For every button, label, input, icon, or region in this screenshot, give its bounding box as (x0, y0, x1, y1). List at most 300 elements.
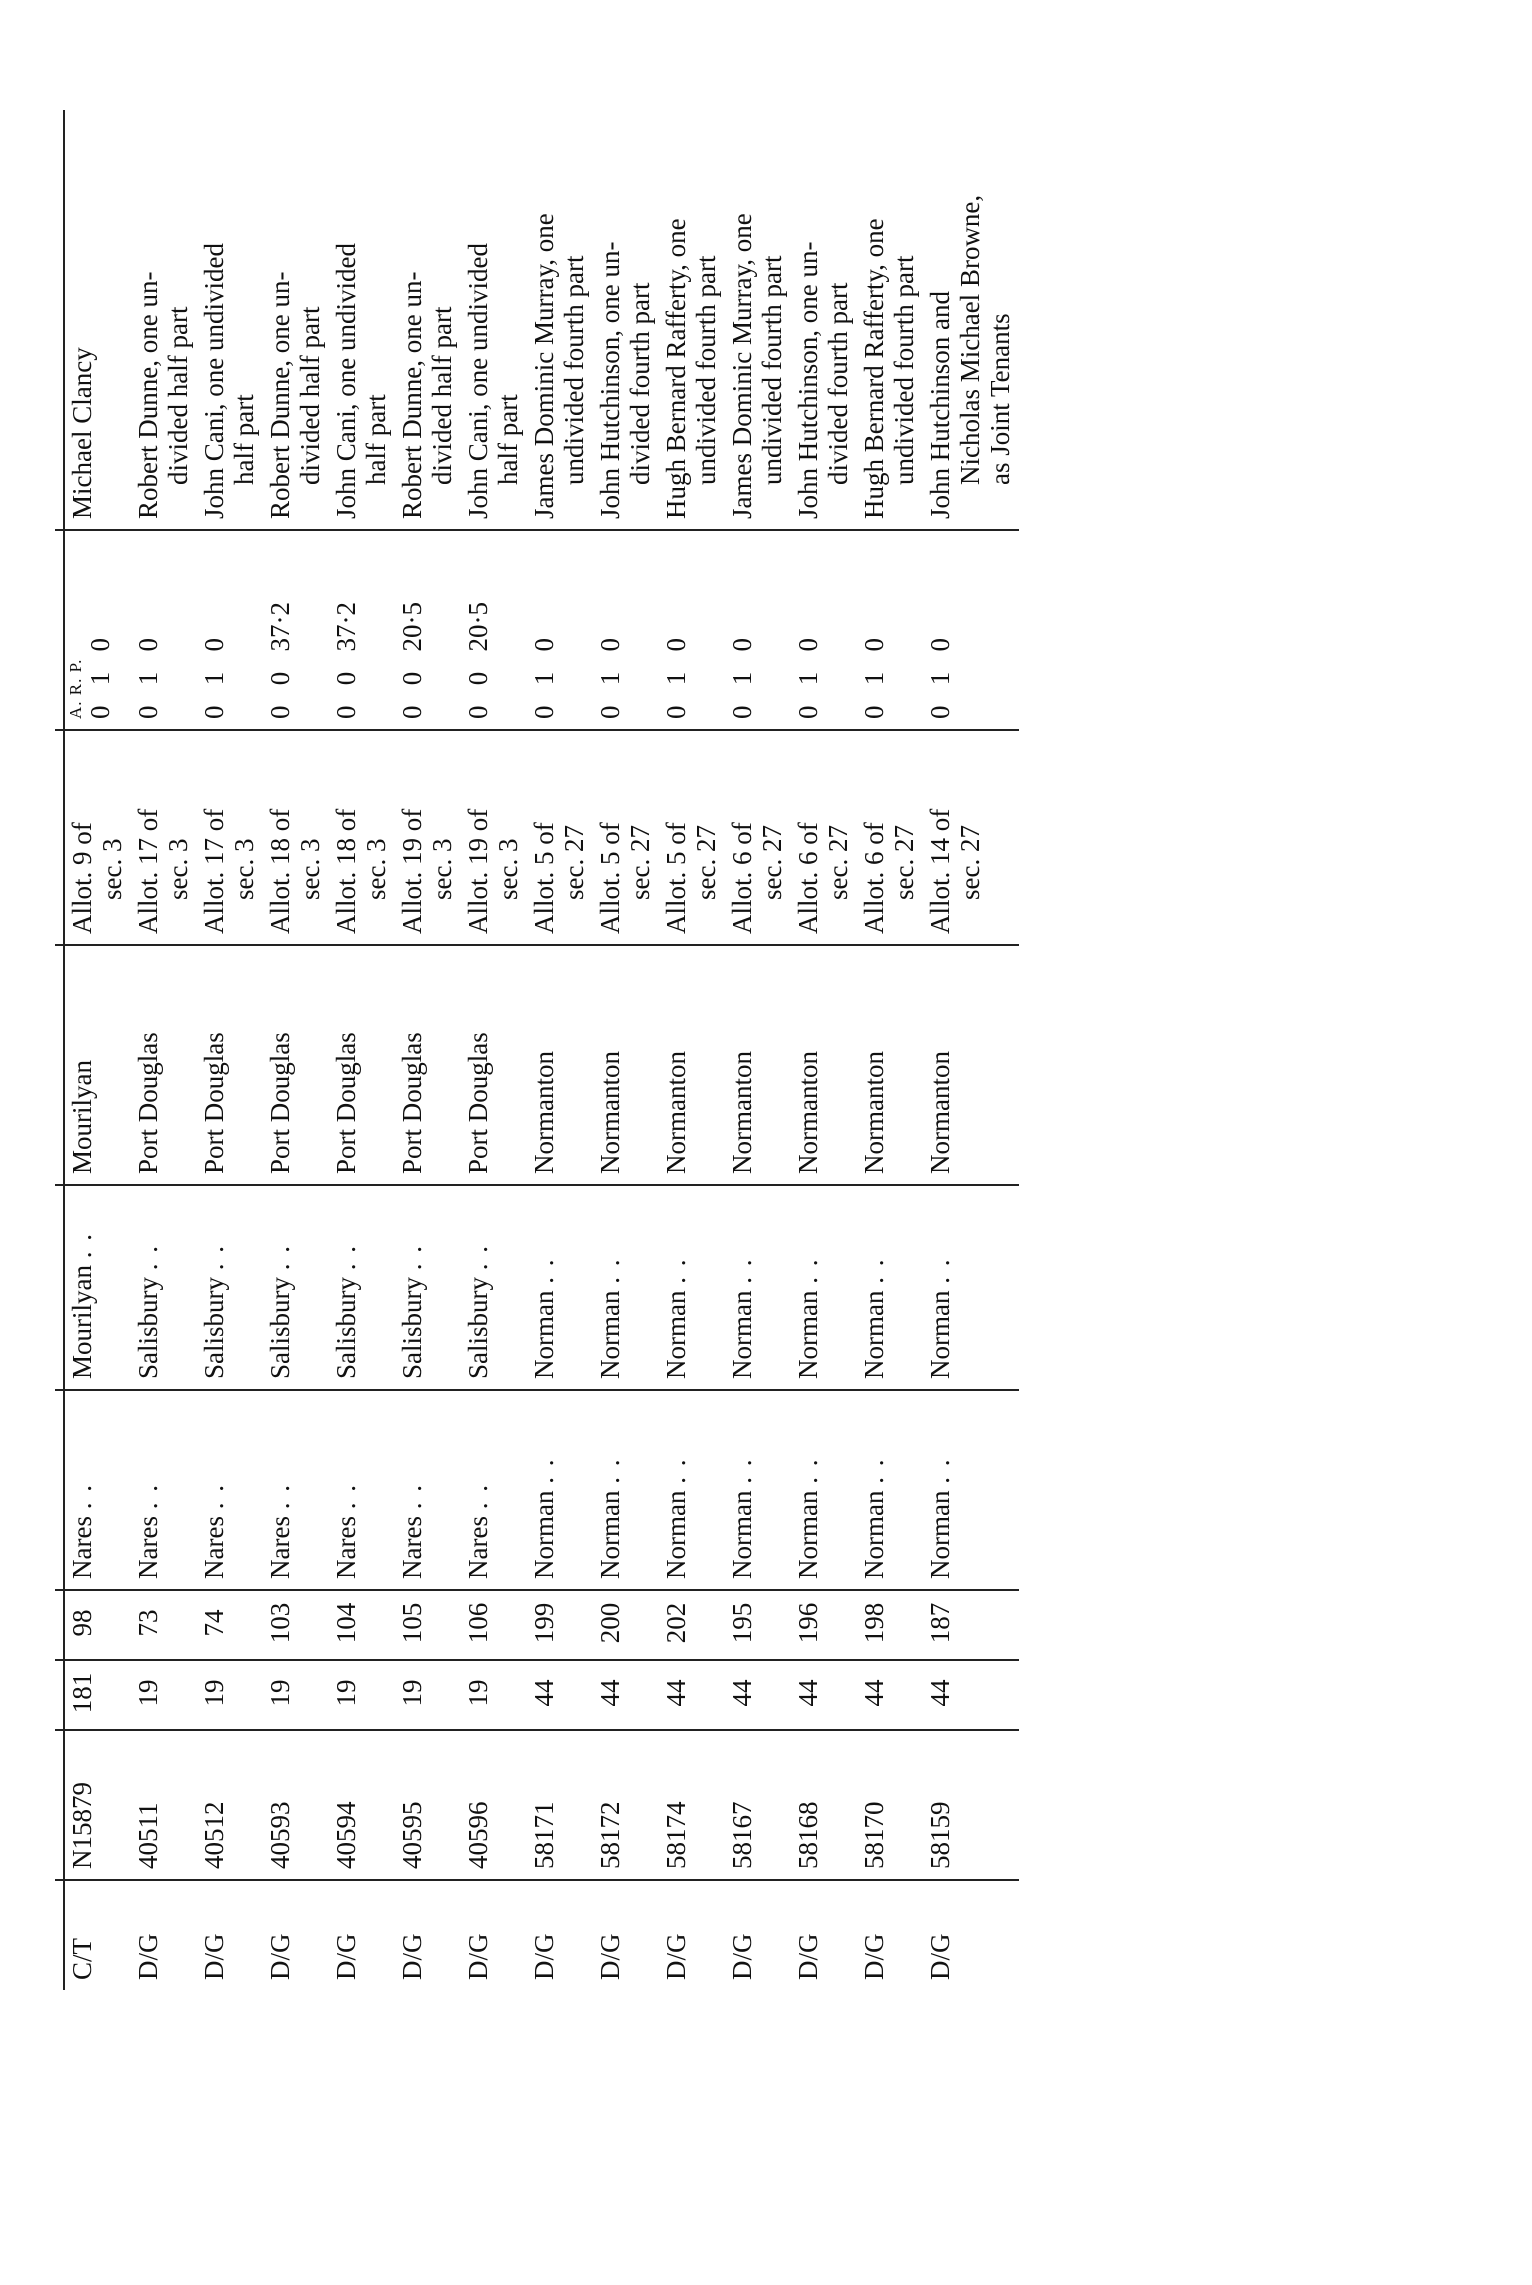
allotment (131, 730, 197, 945)
county: Nares . . (197, 1390, 263, 1590)
parish: Norman (727, 1290, 757, 1379)
vol: 44 (925, 1679, 955, 1707)
instrument-type (131, 1880, 197, 1990)
county: Norman . . (527, 1390, 593, 1590)
owner-line2: half part (361, 394, 391, 485)
land-register-table (55, 110, 1019, 1990)
county: Nares (397, 1516, 427, 1579)
folio (263, 1590, 329, 1660)
instrument-number (857, 1730, 923, 1880)
rotated-table-container (55, 110, 1150, 1990)
county: Norman (529, 1490, 559, 1579)
area-value: 0 0 37·2 (331, 602, 361, 719)
folio (593, 1590, 659, 1660)
instrument-type (527, 1880, 593, 1990)
owner-line2: half part (493, 394, 523, 485)
number: 58171 (529, 1801, 559, 1869)
owner-line1: Robert Dunne, one un- (397, 271, 427, 519)
owner-line1: Robert Dunne, one un- (265, 271, 295, 519)
allotment (527, 730, 593, 945)
vol: 19 (463, 1679, 493, 1707)
folio (64, 1590, 131, 1660)
owner (131, 110, 197, 530)
type: D/G (463, 1933, 493, 1980)
parish: Norman (529, 1290, 559, 1379)
owner-line1: James Dominic Murray, one (529, 213, 559, 519)
town: Normanton (925, 1051, 955, 1174)
town (64, 945, 131, 1185)
instrument-number (131, 1730, 197, 1880)
type: D/G (925, 1933, 955, 1980)
volume (857, 1660, 923, 1730)
table-row (923, 110, 1019, 1990)
allot-line1: Allot. 18 of (331, 808, 361, 934)
owner (527, 110, 593, 530)
vol: 44 (595, 1679, 625, 1707)
owner-line2: divided half part (163, 306, 193, 485)
type: D/G (595, 1933, 625, 1980)
allot-line1: Allot. 17 of (199, 808, 229, 934)
county: Nares (463, 1516, 493, 1579)
allot-line1: Allot. 17 of (133, 808, 163, 934)
folio: 200 (595, 1602, 625, 1644)
town (659, 945, 725, 1185)
table-row (395, 110, 461, 1990)
owner-line1: Robert Dunne, one un- (133, 271, 163, 519)
area (659, 530, 725, 730)
owner-line2: divided half part (427, 306, 457, 485)
allot-line1: Allot. 6 of (793, 822, 823, 934)
town (527, 945, 593, 1185)
town (593, 945, 659, 1185)
folio (857, 1590, 923, 1660)
folio: 98 (67, 1609, 97, 1637)
county: Norman . . (791, 1390, 857, 1590)
town: Normanton (859, 1051, 889, 1174)
instrument-number (263, 1730, 329, 1880)
county: Nares . . (329, 1390, 395, 1590)
parish: Salisbury . . (329, 1185, 395, 1390)
county: Norman . . (593, 1390, 659, 1590)
table-row (659, 110, 725, 1990)
parish: Mourilyan (67, 1265, 97, 1379)
area-value: 0 1 0 (859, 638, 889, 719)
parish: Salisbury (397, 1276, 427, 1379)
owner-line2: undivided fourth part (691, 255, 721, 485)
town (857, 945, 923, 1185)
type: D/G (727, 1933, 757, 1980)
county: Norman . . (659, 1390, 725, 1590)
type: D/G (859, 1933, 889, 1980)
county: Nares . . (395, 1390, 461, 1590)
town (395, 945, 461, 1185)
type: D/G (331, 1933, 361, 1980)
parish: Norman (793, 1290, 823, 1379)
area-value: 0 1 0 (661, 638, 691, 719)
folio: 202 (661, 1602, 691, 1644)
allot-line2: sec. 27 (625, 825, 655, 900)
county: Nares (133, 1516, 163, 1579)
instrument-number (923, 1730, 1019, 1880)
vol: 181 (67, 1672, 97, 1714)
allot-line2: sec. 27 (889, 825, 919, 900)
instrument-type (197, 1880, 263, 1990)
number: 58168 (793, 1801, 823, 1869)
county: Norman . . (857, 1390, 923, 1590)
allot-line2: sec. 27 (757, 825, 787, 900)
parish: Salisbury (331, 1276, 361, 1379)
type: C/T (67, 1937, 97, 1980)
area-value: 0 0 20·5 (397, 602, 427, 719)
type: D/G (199, 1933, 229, 1980)
vol: 44 (727, 1679, 757, 1707)
instrument-type (791, 1880, 857, 1990)
owner-line1: John Cani, one undivided (199, 243, 229, 519)
instrument-number (659, 1730, 725, 1880)
owner-line2: half part (229, 394, 259, 485)
parish: Norman . . (593, 1185, 659, 1390)
number: 40511 (133, 1802, 163, 1869)
instrument-type (395, 1880, 461, 1990)
instrument-number (329, 1730, 395, 1880)
instrument-type (725, 1880, 791, 1990)
instrument-type (329, 1880, 395, 1990)
county: Nares . . (263, 1390, 329, 1590)
parish: Salisbury . . (263, 1185, 329, 1390)
allot-line2: sec. 3 (295, 838, 325, 900)
allot-line2: sec. 3 (97, 838, 127, 900)
instrument-number (461, 1730, 527, 1880)
vol: 44 (859, 1679, 889, 1707)
owner (263, 110, 329, 530)
owner (461, 110, 527, 530)
volume (791, 1660, 857, 1730)
instrument-type (263, 1880, 329, 1990)
area (725, 530, 791, 730)
instrument-type (64, 1880, 131, 1990)
owner-line1: John Hutchinson, one un- (793, 241, 823, 519)
volume (725, 1660, 791, 1730)
area (791, 530, 857, 730)
owner-line1: Hugh Bernard Rafferty, one (661, 218, 691, 519)
allotment (659, 730, 725, 945)
table-row (197, 110, 263, 1990)
town: Port Douglas (133, 1032, 163, 1174)
allotment (64, 730, 131, 945)
area-value: 0 1 0 (199, 638, 229, 719)
volume (197, 1660, 263, 1730)
town (329, 945, 395, 1185)
owner-line1: John Hutchinson and (925, 291, 955, 519)
instrument-number (593, 1730, 659, 1880)
vol: 44 (661, 1679, 691, 1707)
parish: Norman . . (923, 1185, 1019, 1390)
owner (64, 110, 131, 530)
area-value: 0 1 0 (85, 638, 115, 719)
town: Port Douglas (331, 1032, 361, 1174)
town: Normanton (661, 1051, 691, 1174)
county: Norman (793, 1490, 823, 1579)
table-row (461, 110, 527, 1990)
vol: 19 (331, 1679, 361, 1707)
volume (131, 1660, 197, 1730)
folio (461, 1590, 527, 1660)
area-value: 0 0 37·2 (265, 602, 295, 719)
allot-line2: sec. 3 (427, 838, 457, 900)
owner (395, 110, 461, 530)
town: Port Douglas (463, 1032, 493, 1174)
allot-line1: Allot. 5 of (595, 822, 625, 934)
allotment (593, 730, 659, 945)
parish: Norman (595, 1290, 625, 1379)
allotment (395, 730, 461, 945)
instrument-number (725, 1730, 791, 1880)
folio: 74 (199, 1609, 229, 1637)
allot-line2: sec. 3 (361, 838, 391, 900)
volume (923, 1660, 1019, 1730)
number: 58170 (859, 1801, 889, 1869)
instrument-number (395, 1730, 461, 1880)
county: Norman (925, 1490, 955, 1579)
instrument-type (593, 1880, 659, 1990)
area (197, 530, 263, 730)
table-row (329, 110, 395, 1990)
owner (923, 110, 1019, 530)
table-row (527, 110, 593, 1990)
folio (725, 1590, 791, 1660)
instrument-number (64, 1730, 131, 1880)
vol: 19 (397, 1679, 427, 1707)
parish: Norman (661, 1290, 691, 1379)
folio (659, 1590, 725, 1660)
volume (395, 1660, 461, 1730)
owner (329, 110, 395, 530)
table-row (791, 110, 857, 1990)
number: 40593 (265, 1801, 295, 1869)
volume (64, 1660, 131, 1730)
allotment (791, 730, 857, 945)
allot-line1: Allot. 19 of (397, 808, 427, 934)
county: Nares (265, 1516, 295, 1579)
county: Nares . . (64, 1390, 131, 1590)
county: Norman . . (923, 1390, 1019, 1590)
table-top-rule (55, 110, 64, 1990)
county: Norman . . (725, 1390, 791, 1590)
vol: 44 (793, 1679, 823, 1707)
volume (659, 1660, 725, 1730)
owner-line2: undivided fourth part (757, 255, 787, 485)
number: N15879 (67, 1782, 97, 1869)
parish: Salisbury . . (461, 1185, 527, 1390)
parish: Norman (859, 1290, 889, 1379)
town (461, 945, 527, 1185)
allotment (857, 730, 923, 945)
number: 58174 (661, 1801, 691, 1869)
area-value: 0 1 0 (529, 638, 559, 719)
parish: Salisbury (265, 1276, 295, 1379)
owner-line1: Hugh Bernard Rafferty, one (859, 218, 889, 519)
instrument-type (923, 1880, 1019, 1990)
allot-line1: Allot. 14 of (925, 808, 955, 934)
vol: 19 (265, 1679, 295, 1707)
folio: 198 (859, 1602, 889, 1644)
folio (791, 1590, 857, 1660)
town (263, 945, 329, 1185)
number: 40594 (331, 1801, 361, 1869)
area-value: 0 1 0 (793, 638, 823, 719)
allotment (725, 730, 791, 945)
parish: Salisbury (133, 1276, 163, 1379)
town: Port Douglas (397, 1032, 427, 1174)
parish: Mourilyan . . (64, 1185, 131, 1390)
table-row (593, 110, 659, 1990)
instrument-number (791, 1730, 857, 1880)
area (131, 530, 197, 730)
table-body (64, 110, 1019, 1990)
allot-line2: sec. 3 (229, 838, 259, 900)
type: D/G (793, 1933, 823, 1980)
town (131, 945, 197, 1185)
town (923, 945, 1019, 1185)
allot-line1: Allot. 6 of (727, 822, 757, 934)
area (64, 530, 131, 730)
instrument-type (857, 1880, 923, 1990)
town (725, 945, 791, 1185)
area (395, 530, 461, 730)
allotment (923, 730, 1019, 945)
instrument-type (659, 1880, 725, 1990)
allotment (197, 730, 263, 945)
allot-line2: sec. 27 (823, 825, 853, 900)
owner-line1: John Cani, one undivided (463, 243, 493, 519)
allot-line1: Allot. 6 of (859, 822, 889, 934)
owner-line3: as Joint Tenants (985, 313, 1015, 485)
parish: Norman . . (659, 1185, 725, 1390)
town: Normanton (793, 1051, 823, 1174)
owner (659, 110, 725, 530)
area-value: 0 0 20·5 (463, 602, 493, 719)
vol: 44 (529, 1679, 559, 1707)
folio (197, 1590, 263, 1660)
type: D/G (265, 1933, 295, 1980)
area (923, 530, 1019, 730)
allot-line2: sec. 3 (163, 838, 193, 900)
volume (329, 1660, 395, 1730)
allot-line2: sec. 27 (955, 825, 985, 900)
area (857, 530, 923, 730)
folio: 187 (925, 1602, 955, 1644)
town (791, 945, 857, 1185)
owner-line2: divided fourth part (823, 282, 853, 485)
table-row (857, 110, 923, 1990)
county: Nares (67, 1516, 97, 1579)
area-value: 0 1 0 (595, 638, 625, 719)
area (263, 530, 329, 730)
parish: Salisbury (199, 1276, 229, 1379)
instrument-number (527, 1730, 593, 1880)
folio: 103 (265, 1602, 295, 1644)
volume (263, 1660, 329, 1730)
owner-line2: Nicholas Michael Browne, (955, 194, 985, 485)
allotment (461, 730, 527, 945)
folio (131, 1590, 197, 1660)
town: Port Douglas (199, 1032, 229, 1174)
parish: Norman . . (857, 1185, 923, 1390)
owner (725, 110, 791, 530)
parish: Norman . . (725, 1185, 791, 1390)
folio: 104 (331, 1602, 361, 1644)
type: D/G (133, 1933, 163, 1980)
town: Port Douglas (265, 1032, 295, 1174)
type: D/G (661, 1933, 691, 1980)
folio (923, 1590, 1019, 1660)
number: 40596 (463, 1801, 493, 1869)
allot-line2: sec. 3 (493, 838, 523, 900)
owner (857, 110, 923, 530)
owner-line1: John Hutchinson, one un- (595, 241, 625, 519)
county: Nares . . (131, 1390, 197, 1590)
folio: 199 (529, 1602, 559, 1644)
parish: Norman . . (527, 1185, 593, 1390)
folio: 73 (133, 1609, 163, 1637)
number: 58159 (925, 1801, 955, 1869)
parish: Norman (925, 1290, 955, 1379)
county: Norman (661, 1490, 691, 1579)
town: Mourilyan (67, 1060, 97, 1174)
folio: 105 (397, 1602, 427, 1644)
allot-line1: Allot. 5 of (529, 822, 559, 934)
number: 58167 (727, 1801, 757, 1869)
owner-line1: Michael Clancy (67, 347, 97, 519)
owner-line1: John Cani, one undivided (331, 243, 361, 519)
instrument-number (197, 1730, 263, 1880)
table-row (725, 110, 791, 1990)
county: Norman (859, 1490, 889, 1579)
volume (593, 1660, 659, 1730)
allot-line2: sec. 27 (559, 825, 589, 900)
folio: 106 (463, 1602, 493, 1644)
parish: Salisbury . . (395, 1185, 461, 1390)
area-value: 0 1 0 (133, 638, 163, 719)
folio: 195 (727, 1602, 757, 1644)
area (461, 530, 527, 730)
allot-line1: Allot. 19 of (463, 808, 493, 934)
parish: Salisbury (463, 1276, 493, 1379)
county: Norman (595, 1490, 625, 1579)
area (329, 530, 395, 730)
folio (527, 1590, 593, 1660)
allot-line2: sec. 27 (691, 825, 721, 900)
allot-line1: Allot. 9 of (67, 822, 97, 934)
town: Normanton (727, 1051, 757, 1174)
owner (593, 110, 659, 530)
town: Normanton (595, 1051, 625, 1174)
owner-line2: undivided fourth part (559, 255, 589, 485)
number: 58172 (595, 1801, 625, 1869)
county: Nares (331, 1516, 361, 1579)
owner-line1: James Dominic Murray, one (727, 213, 757, 519)
area-value: 0 1 0 (925, 638, 955, 719)
area-header: A. R. P. (66, 658, 85, 719)
parish: Salisbury . . (131, 1185, 197, 1390)
owner (197, 110, 263, 530)
volume (527, 1660, 593, 1730)
county: Nares . . (461, 1390, 527, 1590)
parish: Norman . . (791, 1185, 857, 1390)
folio: 196 (793, 1602, 823, 1644)
table-row (131, 110, 197, 1990)
owner-line2: divided half part (295, 306, 325, 485)
